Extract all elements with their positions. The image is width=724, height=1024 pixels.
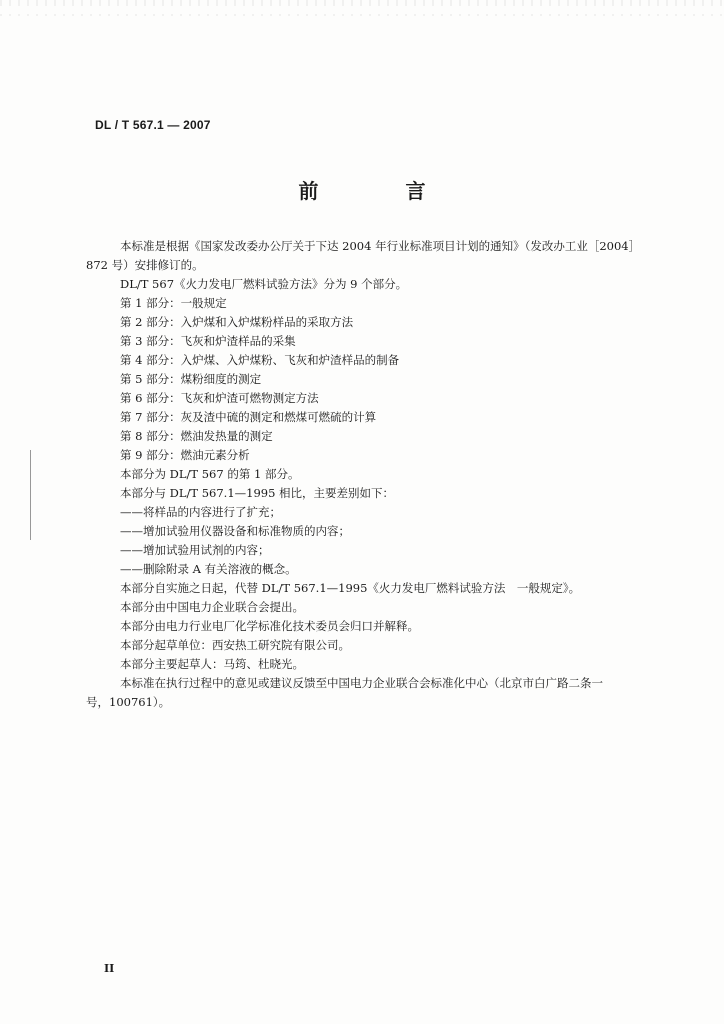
- text-line: 本部分起草单位：西安热工研究院有限公司。: [120, 638, 350, 652]
- document-body: [86, 237, 682, 712]
- text-line: 872 号）安排修订的。: [86, 258, 204, 272]
- text-line: 本部分为 DL/T 567 的第 1 部分。: [120, 467, 300, 481]
- text-line: 第 8 部分：燃油发热量的测定: [120, 429, 273, 443]
- text-line: 本部分由电力行业电厂化学标准化技术委员会归口并解释。: [120, 619, 419, 633]
- text-line: 本标准是根据《国家发改委办公厅关于下达 2004 年行业标准项目计划的通知》（发改办工业［2004］: [120, 239, 641, 253]
- text-line: DL/T 567《火力发电厂燃料试验方法》分为 9 个部分。: [120, 277, 408, 291]
- text-line: 第 2 部分：入炉煤和入炉煤粉样品的采取方法: [120, 315, 354, 329]
- text-line: 本部分与 DL/T 567.1—1995 相比，主要差别如下：: [120, 486, 395, 500]
- text-line: ——增加试验用试剂的内容；: [120, 543, 270, 557]
- text-line: 第 5 部分：煤粉细度的测定: [120, 372, 262, 386]
- text-line: 第 1 部分：一般规定: [120, 296, 227, 310]
- text-line: 第 3 部分：飞灰和炉渣样品的采集: [120, 334, 296, 348]
- text-line: ——删除附录 A 有关溶液的概念。: [120, 562, 297, 576]
- text-line: 本部分自实施之日起，代替 DL/T 567.1—1995《火力发电厂燃料试验方法 一般规定》。: [120, 581, 581, 595]
- text-line: 第 9 部分：燃油元素分析: [120, 448, 250, 462]
- page-title: 前 言: [298, 179, 466, 203]
- text-line: 号，100761）。: [86, 695, 171, 709]
- scan-artifact-top: [0, 0, 724, 36]
- text-line: 第 6 部分：飞灰和炉渣可燃物测定方法: [120, 391, 319, 405]
- text-line: 本部分主要起草人：马筠、杜晓光。: [120, 657, 304, 671]
- page-number: II: [104, 962, 115, 975]
- text-line: 第 7 部分：灰及渣中硫的测定和燃煤可燃硫的计算: [120, 410, 377, 424]
- text-line: ——将样品的内容进行了扩充；: [120, 505, 281, 519]
- document-code: DL / T 567.1 — 2007: [95, 118, 211, 132]
- text-line: 本标准在执行过程中的意见或建议反馈至中国电力企业联合会标准化中心（北京市白广路二条一: [120, 676, 603, 690]
- scan-artifact-left: [30, 450, 31, 540]
- text-line: 本部分由中国电力企业联合会提出。: [120, 600, 304, 614]
- text-line: 第 4 部分：入炉煤、入炉煤粉、飞灰和炉渣样品的制备: [120, 353, 400, 367]
- text-line: ——增加试验用仪器设备和标准物质的内容；: [120, 524, 350, 538]
